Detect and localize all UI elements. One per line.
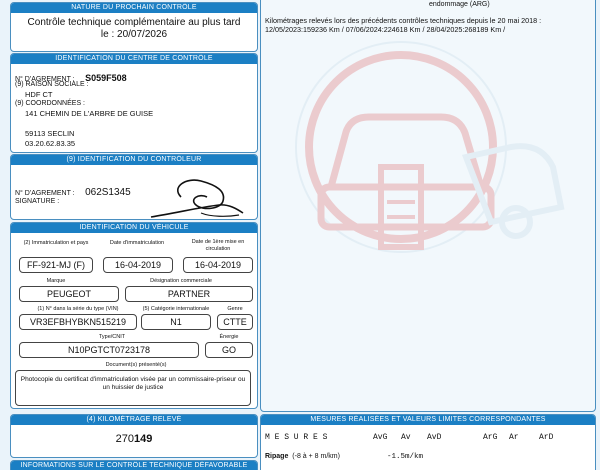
documents-label: Document(s) présenté(s) (105, 362, 167, 368)
mesures-col-arg: ArG (483, 433, 498, 442)
next-control-section (10, 2, 258, 52)
handwritten-signature (141, 169, 251, 220)
mesures-col-ard: ArD (539, 433, 554, 442)
mesures-section (260, 414, 596, 470)
marque-value: PEUGEOT (19, 286, 119, 302)
infos-footer-section (10, 460, 258, 470)
date-circ-label: Date de 1ère mise en circulation (191, 239, 245, 252)
mesures-header: MESURES RÉALISÉES ET VALEURS LIMITES CORRESPONDANTES (261, 415, 595, 425)
centre-raison-label: (9) RAISON SOCIALE : (15, 81, 89, 88)
date-circ-value: 16-04-2019 (183, 257, 253, 273)
infos-footer-header: INFORMATIONS SUR LE CONTRÔLE TECHNIQUE DÉFAVORABLE (11, 461, 257, 470)
vehicule-header: IDENTIFICATION DU VÉHICULE (11, 223, 257, 233)
centre-section (10, 53, 258, 153)
mesures-col-avg: AvG (373, 433, 388, 442)
ripage-limits: (-8 à + 8 m/km) (292, 453, 340, 460)
vin-label: (1) N° dans la série du type (VIN) (37, 306, 119, 312)
documents-value: Photocopie du certificat d'immatriculation visée par un commissaire-priseur ou un huissier de justice (15, 370, 251, 406)
mesures-col-avd: AvD (427, 433, 442, 442)
kilometrage-value-prefix: 270 (115, 433, 134, 445)
ripage-row (265, 453, 340, 460)
controleur-header: (9) IDENTIFICATION DU CONTRÔLEUR (11, 155, 257, 165)
kilometrage-section (10, 414, 258, 458)
kilometrage-value-suffix: 149 (134, 433, 153, 445)
categorie-value: N1 (141, 314, 211, 330)
mesures-col-av: Av (401, 433, 411, 442)
next-control-header: NATURE DU PROCHAIN CONTRÔLE (11, 3, 257, 13)
centre-agrement-value: S059F508 (85, 73, 127, 83)
right-panel (260, 0, 596, 412)
centre-raison-value: HDF CT (25, 90, 53, 99)
km-history-values: 12/05/2023:159236 Km / 07/06/2024:224618 Km / 28/04/2025:268189 Km / (265, 25, 506, 34)
centre-agrement-label: N° D'AGREMENT : (15, 76, 75, 83)
designation-label: Désignation commerciale (150, 278, 212, 284)
controleur-section (10, 154, 258, 220)
controleur-signature-label: SIGNATURE : (15, 198, 60, 205)
energie-value: GO (205, 342, 253, 358)
mesures-col-ar: Ar (509, 433, 519, 442)
immat-label: (2) Immatriculation et pays (23, 240, 89, 246)
centre-header: IDENTIFICATION DU CENTRE DE CONTRÔLE (11, 54, 257, 64)
type-value: N10PGTCT0723178 (19, 342, 199, 358)
genre-label: Genre (227, 306, 243, 312)
next-control-text: Contrôle technique complémentaire au plus tard le : 20/07/2026 (27, 17, 241, 40)
centre-address-street: 141 CHEMIN DE L'ARBRE DE GUISE (25, 109, 154, 118)
marque-label: Marque (46, 278, 66, 284)
kilometrage-value (11, 433, 257, 445)
date-immat-label: Date d'immatriculation (109, 240, 165, 246)
genre-value: CTTE (217, 314, 253, 330)
centre-address-city: 59113 SECLIN (25, 129, 75, 138)
vin-value: VR3EFBHYBKN515219 (19, 314, 137, 330)
mesures-title: M E S U R E S (265, 433, 328, 442)
km-history (265, 16, 591, 34)
km-history-title: Kilométrages relevés lors des précédents contrôles techniques depuis le 20 mai 2018 : (265, 16, 542, 25)
centre-phone: 03.20.62.83.35 (25, 139, 76, 148)
centre-coord-label: (9) COORDONNÉES : (15, 100, 86, 107)
energie-label: Énergie (219, 334, 239, 340)
ripage-label: Ripage (265, 453, 289, 460)
type-label: Type/CNIT (98, 334, 126, 340)
ripage-value: -1.5m/km (387, 453, 424, 461)
kilometrage-header: (4) KILOMÉTRAGE RELEVÉ (11, 415, 257, 425)
controleur-agrement-label: N° D'AGREMENT : (15, 190, 75, 197)
date-immat-value: 16-04-2019 (103, 257, 173, 273)
right-top-cut-text: endommage (ARG) (429, 1, 490, 8)
vehicule-section (10, 222, 258, 409)
categorie-label: (5) Catégorie internationale (142, 306, 210, 312)
designation-value: PARTNER (125, 286, 253, 302)
controleur-agrement-value: 062S1345 (85, 187, 131, 198)
car-inspection-watermark-icon (291, 37, 571, 297)
immat-value: FF-921-MJ (F) (19, 257, 93, 273)
